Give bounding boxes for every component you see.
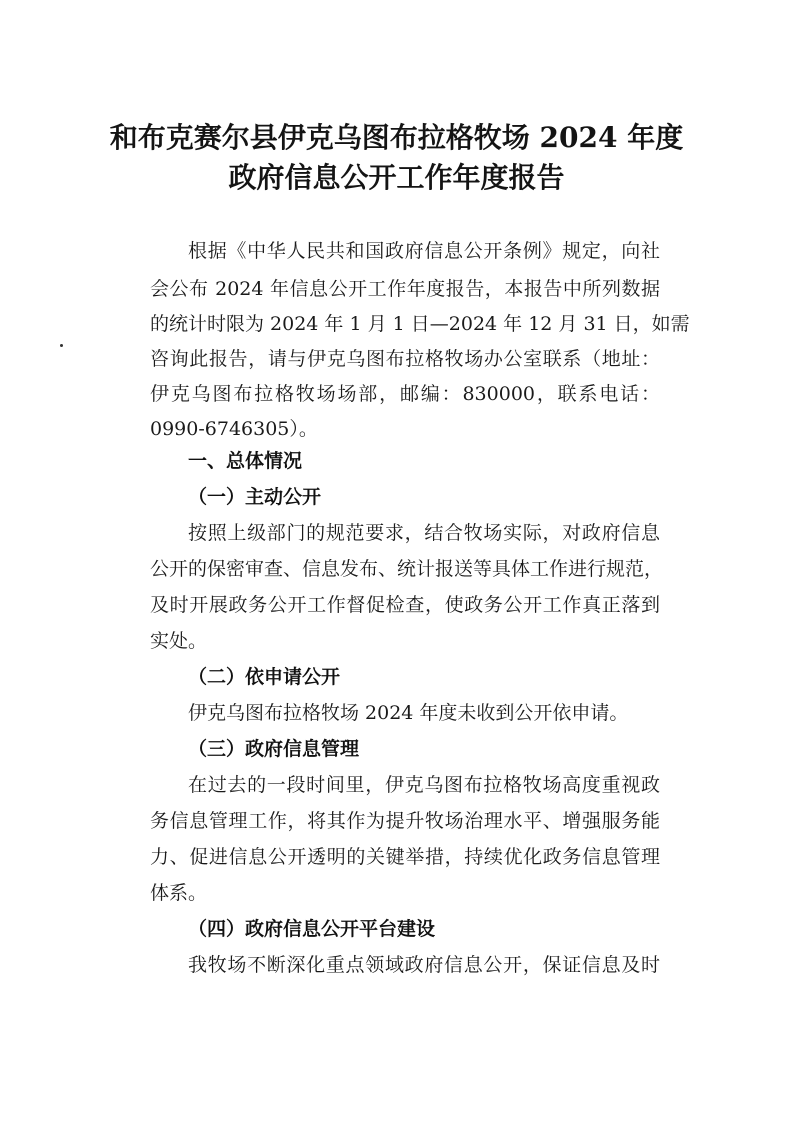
subsection-heading-info-management: （三）政府信息管理 xyxy=(188,738,360,760)
info-management-line-1: 在过去的一段时间里，伊克乌图布拉格牧场高度重视政 xyxy=(188,774,660,796)
scan-mark xyxy=(60,344,63,347)
info-management-line-4: 体系。 xyxy=(150,882,208,904)
report-title-line-1: 和布克赛尔县伊克乌图布拉格牧场 2024 年度 xyxy=(109,121,684,154)
info-management-line-3: 力、促进信息公开透明的关键举措，持续优化政务信息管理 xyxy=(150,846,660,868)
info-management-line-2: 务信息管理工作，将其作为提升牧场治理水平、增强服务能 xyxy=(150,810,660,832)
proactive-line-3: 及时开展政务公开工作督促检查，使政务公开工作真正落到 xyxy=(150,594,660,616)
proactive-line-2: 公开的保密审查、信息发布、统计报送等具体工作进行规范， xyxy=(150,558,664,580)
intro-line-3: 的统计时限为 2024 年 1 月 1 日—2024 年 12 月 31 日，如需 xyxy=(150,313,690,335)
on-request-line-1: 伊克乌图布拉格牧场 2024 年度未收到公开依申请。 xyxy=(188,702,629,724)
subsection-heading-platform: （四）政府信息公开平台建设 xyxy=(188,918,436,940)
section-heading-overview: 一、总体情况 xyxy=(188,450,303,472)
intro-line-2: 会公布 2024 年信息公开工作年度报告，本报告中所列数据 xyxy=(150,278,660,300)
intro-line-5: 伊克乌图布拉格牧场场部，邮编：830000，联系电话： xyxy=(150,383,660,405)
proactive-line-1: 按照上级部门的规范要求，结合牧场实际，对政府信息 xyxy=(188,522,660,544)
intro-line-4: 咨询此报告，请与伊克乌图布拉格牧场办公室联系（地址： xyxy=(150,348,660,370)
platform-line-1: 我牧场不断深化重点领域政府信息公开，保证信息及时 xyxy=(188,954,660,976)
proactive-line-4: 实处。 xyxy=(150,630,208,652)
intro-line-6: 0990-6746305）。 xyxy=(150,418,318,440)
subsection-heading-on-request: （二）依申请公开 xyxy=(188,666,341,688)
intro-line-1: 根据《中华人民共和国政府信息公开条例》规定，向社 xyxy=(188,240,660,262)
report-title-line-2: 政府信息公开工作年度报告 xyxy=(228,161,565,194)
subsection-heading-proactive: （一）主动公开 xyxy=(188,486,322,508)
